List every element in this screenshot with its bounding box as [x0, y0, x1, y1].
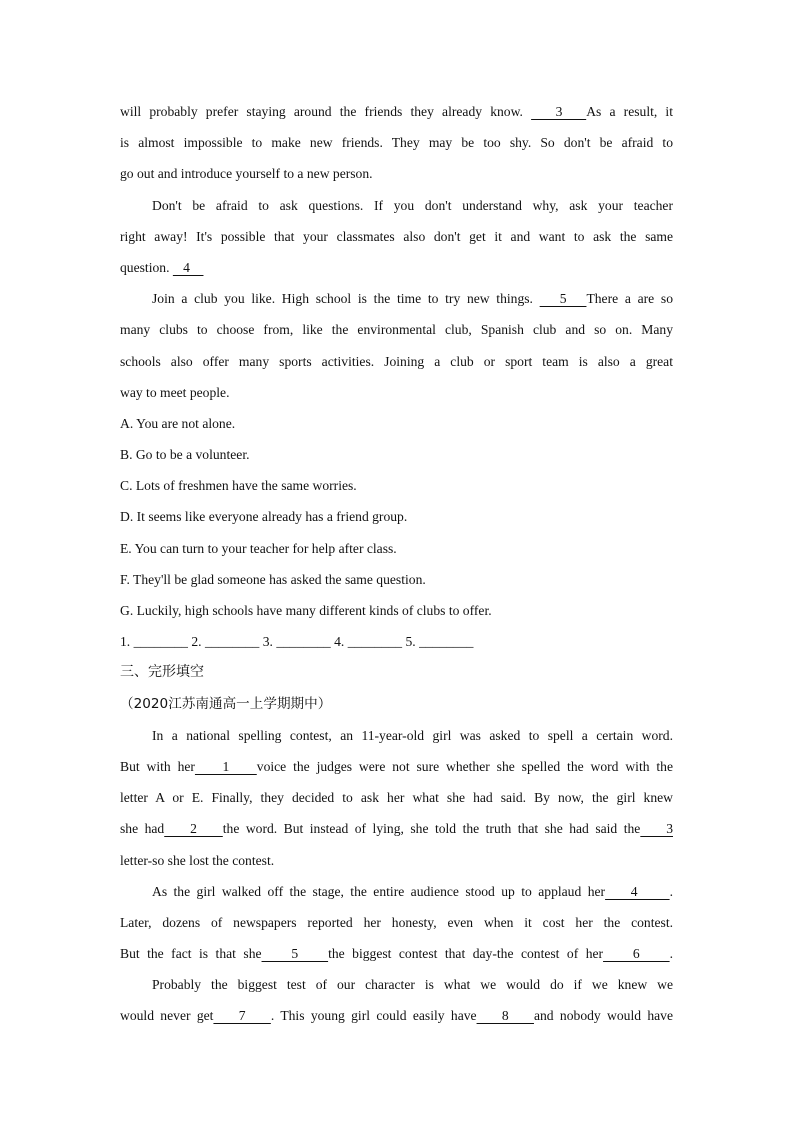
text-line: Later, dozens of newspapers reported her honesty, even when it cost her the contest.: [120, 914, 673, 930]
cloze-blank-1: 1: [194, 758, 257, 774]
text-line: go out and introduce yourself to a new person.: [120, 166, 373, 182]
text-run: the word. But instead of lying, she told the truth that she had said the: [222, 821, 641, 837]
text-run: will probably prefer staying around the friends they already know.: [120, 104, 523, 119]
text-run: There a are so: [586, 291, 673, 307]
cloze-blank-7: 7: [213, 1008, 271, 1024]
option-b: B. Go to be a volunteer.: [120, 447, 250, 463]
text-line: letter A or E. Finally, they decided to ask her what she had said. By now, the girl knew: [120, 790, 673, 806]
cloze-blank-4: 4: [605, 883, 670, 899]
text-line: [120, 1000, 673, 1031]
text-line: is almost impossible to make new friends. They may be too shy. So don't be afraid to: [120, 135, 673, 151]
text-run: As the girl walked off the stage, the entire audience stood up to applaud her: [152, 883, 606, 899]
option-e: E. You can turn to your teacher for help after class.: [120, 540, 397, 556]
text-run: . This young girl could easily have: [270, 1008, 477, 1024]
text-run: voice the judges were not sure whether she spelled the word with the: [256, 758, 673, 774]
text-run: But the fact is that she: [120, 946, 262, 962]
text-line: letter-so she lost the contest.: [120, 852, 275, 868]
text-line: many clubs to choose from, like the environmental club, Spanish club and so on. Many: [120, 322, 673, 338]
option-a: A. You are not alone.: [120, 415, 236, 431]
answer-line: 1. ________ 2. ________ 3. ________ 4. ________ 5. ________: [120, 634, 474, 650]
text-line: [120, 252, 673, 283]
text-line: [120, 813, 673, 844]
cloze-blank-5: 5: [261, 946, 329, 962]
text-line: [120, 751, 673, 782]
answer-blank-3: 3: [531, 104, 587, 119]
text-line: [120, 938, 673, 969]
option-f: F. They'll be glad someone has asked the same question.: [120, 571, 426, 587]
text-run: But with her: [120, 758, 195, 774]
answer-blank-5: 5: [539, 291, 587, 307]
cloze-blank-6: 6: [603, 946, 670, 962]
text-line: [120, 283, 673, 314]
text-run: the biggest contest that day-the contest of her: [328, 946, 604, 962]
answer-blank-4: 4: [172, 259, 204, 275]
text-line: schools also offer many sports activities. Joining a club or sport team is also a great: [120, 353, 673, 369]
text-line: right away! It's possible that your classmates also don't get it and want to ask the same: [120, 228, 673, 244]
text-line: In a national spelling contest, an 11-year-old girl was asked to spell a certain word.: [152, 727, 673, 743]
text-run: Join a club you like. High school is the time to try new things.: [152, 291, 533, 307]
text-line: Don't be afraid to ask questions. If you don't understand why, ask your teacher: [152, 197, 673, 213]
document-page: [120, 96, 673, 1032]
text-run: she had: [120, 821, 165, 837]
text-line: way to meet people.: [120, 384, 230, 400]
text-run: As a result, it: [586, 104, 673, 119]
text-run: would never get: [120, 1008, 214, 1024]
text-run: question.: [120, 259, 170, 275]
text-run: .: [669, 883, 673, 899]
option-g: G. Luckily, high schools have many different kinds of clubs to offer.: [120, 603, 492, 618]
option-c: C. Lots of freshmen have the same worries.: [120, 478, 357, 494]
section-title: 三、完形填空: [120, 664, 204, 681]
option-d: D. It seems like everyone already has a friend group.: [120, 509, 408, 525]
text-run: and nobody would have: [533, 1008, 674, 1024]
cloze-blank-8: 8: [476, 1008, 534, 1024]
text-line: [120, 876, 673, 907]
text-run: .: [669, 946, 674, 962]
cloze-blank-3: 3: [640, 821, 673, 837]
text-line: Probably the biggest test of our character is what we would do if we knew we: [152, 977, 673, 993]
text-line: [120, 96, 673, 127]
cloze-blank-2: 2: [164, 821, 223, 837]
source-note: （2020江苏南通高一上学期期中）: [120, 695, 332, 712]
